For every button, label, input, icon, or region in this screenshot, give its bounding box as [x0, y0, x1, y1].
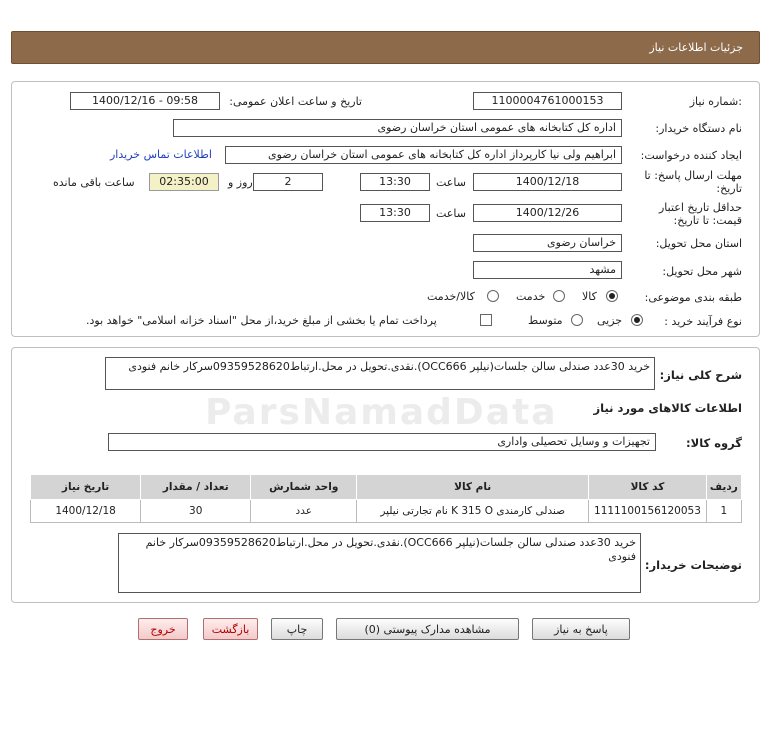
buyer-org-label: نام دستگاه خریدار:	[655, 122, 742, 135]
days-field: 2	[253, 173, 323, 191]
buyer-org-field: اداره کل کتابخانه های عمومی استان خراسان رضوی	[173, 119, 622, 137]
col-row: ردیف	[706, 475, 741, 500]
cell-name: صندلی کارمندی K 315 O نام تجارتی نیلپر	[357, 500, 589, 523]
announce-label: تاریخ و ساعت اعلان عمومی:	[229, 95, 362, 108]
requester-field: ابراهیم ولی نیا کارپرداز اداره کل کتابخانه های عمومی استان خراسان رضوی	[225, 146, 622, 164]
goods-group-field: تجهیزات و وسایل تحصیلی واداری	[108, 433, 656, 451]
col-code: کد کالا	[589, 475, 707, 500]
reply-time-label: ساعت	[436, 176, 466, 189]
process-radio-medium[interactable]	[571, 314, 583, 326]
remaining-time-label: ساعت باقی مانده	[53, 176, 135, 189]
days-label: روز و	[228, 176, 253, 189]
page-title-bar	[11, 31, 760, 64]
cell-unit: عدد	[251, 500, 357, 523]
page-title: جزئیات اطلاعات نیاز	[649, 41, 743, 54]
category-option-goods: کالا	[582, 290, 597, 303]
cell-need-date: 1400/12/18	[31, 500, 141, 523]
table-row	[31, 500, 742, 523]
goods-info-title: اطلاعات کالاهای مورد نیاز	[593, 401, 742, 415]
cell-row: 1	[706, 500, 741, 523]
buyer-notes-textbox: خرید 30عدد صندلی سالن جلسات(نیلپر OCC666).نقدی.تحویل در محل.ارتباط09359528620سرکار خانم فنودی	[118, 533, 641, 593]
process-radio-minor[interactable]	[631, 314, 643, 326]
need-number-field: 1100004761000153	[473, 92, 622, 110]
reply-deadline-label-2: تاریخ:	[716, 182, 742, 195]
goods-group-label: گروه کالا:	[686, 436, 742, 450]
reply-button[interactable]: پاسخ به نیاز	[532, 618, 630, 640]
category-label: طبقه بندی موضوعی:	[644, 291, 742, 304]
treasury-payment-note: پرداخت تمام یا بخشی از مبلغ خرید،از محل "اسناد خزانه اسلامی" خواهد بود.	[86, 314, 437, 327]
delivery-province-label: استان محل تحویل:	[655, 237, 742, 250]
process-option-medium: متوسط	[528, 314, 563, 327]
reply-time-field: 13:30	[360, 173, 430, 191]
cell-quantity: 30	[141, 500, 251, 523]
category-option-goods-service: کالا/خدمت	[427, 290, 475, 303]
summary-textbox: خرید 30عدد صندلی سالن جلسات(نیلپر OCC666).نقدی.تحویل در محل.ارتباط09359528620سرکار خانم فنودی	[105, 357, 655, 390]
col-need-date: تاریخ نیاز	[31, 475, 141, 500]
watermark-text: ParsNamadData	[205, 392, 558, 433]
announce-field: 1400/12/16 - 09:58	[70, 92, 220, 110]
delivery-province-field: خراسان رضوی	[473, 234, 622, 252]
price-validity-label-2: قیمت: تا تاریخ:	[673, 214, 742, 227]
treasury-payment-checkbox[interactable]	[480, 314, 492, 326]
print-button[interactable]: چاپ	[271, 618, 323, 640]
buyer-contact-link[interactable]: اطلاعات تماس خریدار	[110, 148, 212, 161]
category-option-service: خدمت	[516, 290, 546, 303]
price-validity-time-field: 13:30	[360, 204, 430, 222]
price-validity-date-field: 1400/12/26	[473, 204, 622, 222]
buyer-notes-label: توضیحات خریدار:	[644, 558, 742, 572]
category-radio-service[interactable]	[553, 290, 565, 302]
col-name: نام کالا	[357, 475, 589, 500]
need-number-label: شماره نیاز:	[689, 95, 742, 108]
goods-table	[30, 474, 742, 523]
process-label: نوع فرآیند خرید :	[664, 315, 742, 328]
reply-date-field: 1400/12/18	[473, 173, 622, 191]
process-option-minor: جزیی	[597, 314, 623, 327]
attachments-button[interactable]: مشاهده مدارک پیوستی (0)	[336, 618, 519, 640]
price-validity-label: حداقل تاریخ اعتبار	[658, 201, 742, 214]
requester-label: ایجاد کننده درخواست:	[640, 149, 742, 162]
remaining-time-field: 02:35:00	[149, 173, 219, 191]
exit-button[interactable]: خروج	[138, 618, 188, 640]
delivery-city-label: شهر محل تحویل:	[662, 265, 742, 278]
back-button[interactable]: بازگشت	[203, 618, 258, 640]
col-quantity: تعداد / مقدار	[141, 475, 251, 500]
delivery-city-field: مشهد	[473, 261, 622, 279]
reply-deadline-label: مهلت ارسال پاسخ: تا	[644, 169, 742, 182]
category-radio-goods[interactable]	[606, 290, 618, 302]
cell-code: 1111100156120053	[589, 500, 707, 523]
goods-table-header	[31, 475, 742, 500]
col-unit: واحد شمارش	[251, 475, 357, 500]
category-radio-goods-service[interactable]	[487, 290, 499, 302]
summary-label: شرح کلی نیاز:	[659, 368, 742, 382]
price-validity-time-label: ساعت	[436, 207, 466, 220]
